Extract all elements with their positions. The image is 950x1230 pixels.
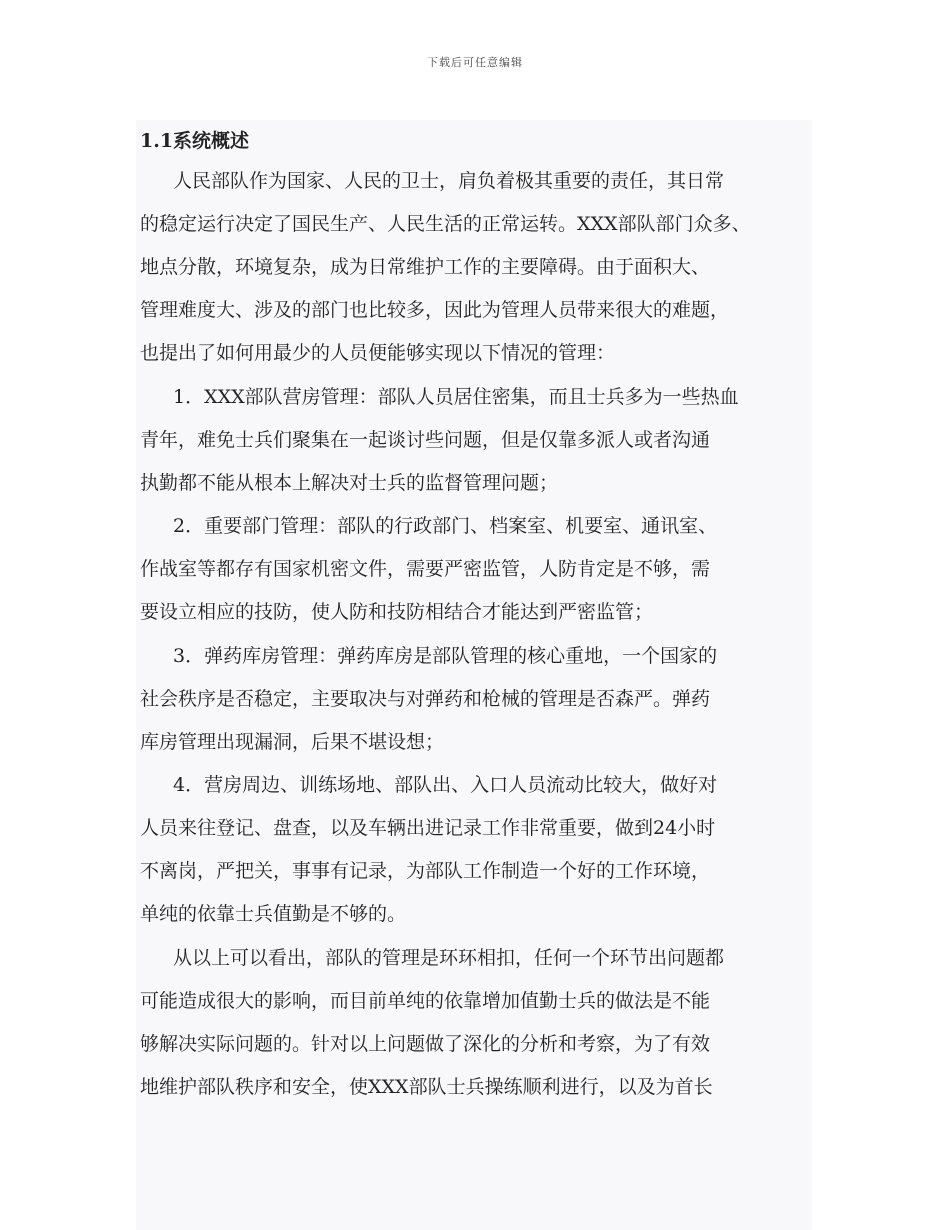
list-item-line: 作战室等都存有国家机密文件，需要严密监管，人防肯定是不够，需 [140, 558, 711, 580]
list-item-line: 不离岗，严把关，事事有记录，为部队工作制造一个好的工作环境， [140, 860, 711, 882]
list-item-line: 单纯的依靠士兵值勤是不够的。 [140, 903, 407, 925]
document-body [136, 120, 812, 1230]
paragraph-line: 从以上可以看出，部队的管理是环环相扣，任何一个环节出问题都 [173, 947, 725, 969]
paragraph-line: 也提出了如何用最少的人员便能够实现以下情况的管理： [140, 342, 616, 364]
paragraph-line: 地点分散，环境复杂，成为日常维护工作的主要障碍。由于面积大、 [140, 256, 711, 278]
list-item-line: 2．重要部门管理：部队的行政部门、档案室、机要室、通讯室、 [173, 515, 718, 537]
list-item-line: 1．XXX部队营房管理：部队人员居住密集，而且士兵多为一些热血 [173, 386, 739, 408]
list-item-line: 库房管理出现漏洞，后果不堪设想； [140, 731, 445, 753]
paragraph-line: 够解决实际问题的。针对以上问题做了深化的分析和考察，为了有效 [140, 1033, 711, 1055]
paragraph-line: 的稳定运行决定了国民生产、人民生活的正常运转。XXX部队部门众多、 [140, 213, 751, 235]
paragraph-line: 地维护部队秩序和安全，使XXX部队士兵操练顺利进行，以及为首长 [140, 1076, 713, 1098]
section-title: 1.1系统概述 [140, 130, 250, 152]
list-item-line: 社会秩序是否稳定，主要取决与对弹药和枪械的管理是否森严。弹药 [140, 688, 711, 710]
list-item-line: 3．弹药库房管理：弹药库房是部队管理的核心重地，一个国家的 [173, 645, 718, 667]
list-item-line: 青年，难免士兵们聚集在一起谈讨些问题，但是仅靠多派人或者沟通 [140, 429, 711, 451]
page-header-note: 下载后可任意编辑 [427, 56, 523, 69]
list-item-line: 要设立相应的技防，使人防和技防相结合才能达到严密监管； [140, 601, 654, 623]
list-item-line: 执勤都不能从根本上解决对士兵的监督管理问题； [140, 472, 559, 494]
paragraph-line: 可能造成很大的影响，而目前单纯的依靠增加值勤士兵的做法是不能 [140, 990, 711, 1012]
list-item-line: 4．营房周边、训练场地、部队出、入口人员流动比较大，做好对 [173, 774, 718, 796]
paragraph-line: 管理难度大、涉及的部门也比较多，因此为管理人员带来很大的难题， [140, 299, 730, 321]
list-item-line: 人员来往登记、盘查，以及车辆出进记录工作非常重要，做到24小时 [140, 817, 716, 839]
paragraph-line: 人民部队作为国家、人民的卫士，肩负着极其重要的责任，其日常 [173, 170, 725, 192]
